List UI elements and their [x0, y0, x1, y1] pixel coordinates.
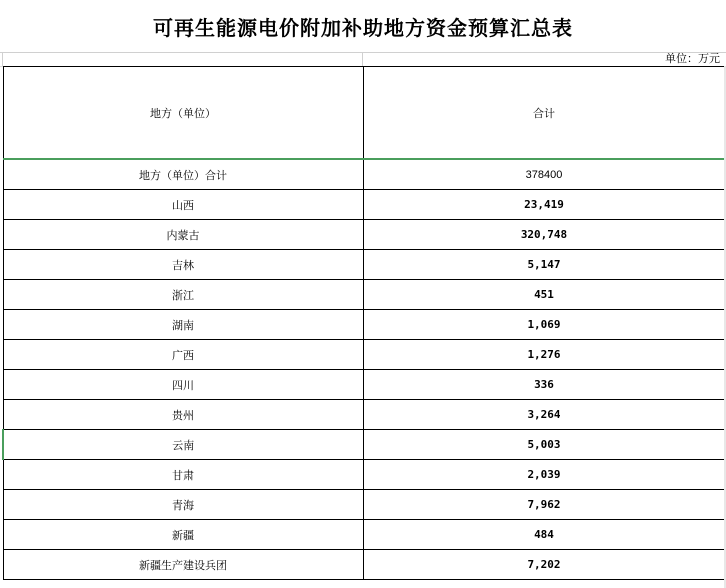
unit-label: 单位：万元: [665, 52, 720, 65]
region-cell[interactable]: 青海: [3, 490, 363, 520]
table-row: [3, 310, 725, 340]
region-cell[interactable]: 内蒙古: [3, 220, 363, 250]
table-row: [3, 250, 725, 280]
region-cell[interactable]: 新疆生产建设兵团: [3, 550, 363, 580]
value-cell[interactable]: 320,748: [363, 220, 725, 250]
region-cell[interactable]: 四川: [3, 370, 363, 400]
region-cell[interactable]: 湖南: [3, 310, 363, 340]
value-cell[interactable]: 336: [363, 370, 725, 400]
value-cell[interactable]: 2,039: [363, 460, 725, 490]
value-cell[interactable]: 3,264: [363, 400, 725, 430]
table-row: [3, 340, 725, 370]
value-cell[interactable]: 23,419: [363, 190, 725, 220]
table-row: [3, 280, 725, 310]
region-cell[interactable]: 新疆: [3, 520, 363, 550]
table-row: [3, 400, 725, 430]
budget-table: [2, 66, 726, 580]
value-cell[interactable]: 7,962: [363, 490, 725, 520]
total-row: [3, 159, 725, 190]
region-cell[interactable]: 广西: [3, 340, 363, 370]
table-row: [3, 190, 725, 220]
table-row: [3, 460, 725, 490]
value-cell[interactable]: 1,276: [363, 340, 725, 370]
region-cell[interactable]: 山西: [3, 190, 363, 220]
region-cell[interactable]: 浙江: [3, 280, 363, 310]
page-title: 可再生能源电价附加补助地方资金预算汇总表: [0, 0, 726, 53]
total-value-cell[interactable]: 378400: [363, 159, 725, 190]
region-cell[interactable]: 吉林: [3, 250, 363, 280]
table-row: [3, 520, 725, 550]
header-region-cell[interactable]: 地方（单位）: [3, 67, 363, 160]
region-cell[interactable]: 云南: [3, 430, 363, 460]
value-cell[interactable]: 451: [363, 280, 725, 310]
total-name-cell[interactable]: 地方（单位）合计: [3, 159, 363, 190]
table-row: [3, 430, 725, 460]
region-cell[interactable]: 甘肃: [3, 460, 363, 490]
table-row: [3, 220, 725, 250]
table-row: [3, 490, 725, 520]
grid-line: [362, 52, 363, 66]
value-cell[interactable]: 1,069: [363, 310, 725, 340]
value-cell[interactable]: 5,003: [363, 430, 725, 460]
unit-row: [0, 52, 726, 67]
grid-line: [2, 52, 3, 66]
value-cell[interactable]: 484: [363, 520, 725, 550]
table-row: [3, 370, 725, 400]
region-cell[interactable]: 贵州: [3, 400, 363, 430]
value-cell[interactable]: 7,202: [363, 550, 725, 580]
header-row: [3, 67, 725, 160]
header-total-cell[interactable]: 合计: [363, 67, 725, 160]
table-row: [3, 550, 725, 580]
value-cell[interactable]: 5,147: [363, 250, 725, 280]
